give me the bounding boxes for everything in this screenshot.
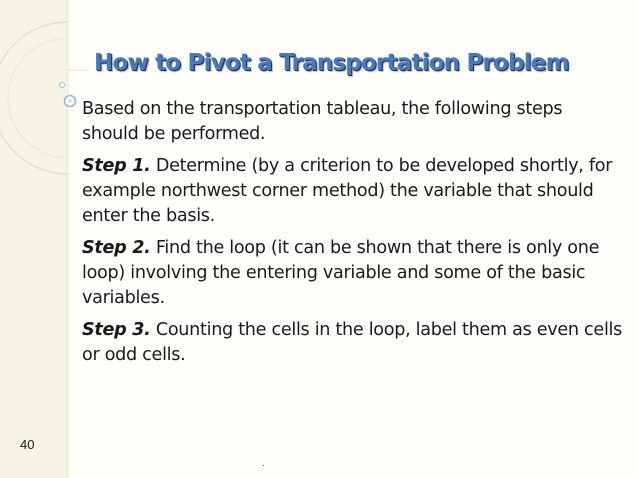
step-3-text: Counting the cells in the loop, label them as even cells or odd cells. <box>82 320 622 365</box>
step-1-text: Determine (by a criterion to be developed shortly, for example northwest corner method) the variable that should enter the basis. <box>82 156 613 226</box>
slide-body <box>82 97 622 375</box>
decor-bullet-dot <box>68 99 72 103</box>
step-2-paragraph <box>82 236 622 311</box>
step-1-paragraph <box>82 154 622 229</box>
intro-paragraph: Based on the transportation tableau, the following steps should be performed. <box>82 99 563 144</box>
slide-title: How to Pivot a Transportation Problem <box>94 50 569 76</box>
footer-mark: . <box>262 458 265 469</box>
left-decor-band <box>0 0 68 478</box>
step-2-label: Step 2. <box>82 238 151 258</box>
step-1-label: Step 1. <box>82 156 151 176</box>
slide-number: 40 <box>20 437 35 452</box>
step-2-text: Find the loop (it can be shown that there is only one loop) involving the entering variable and some of the basic variables. <box>82 238 600 308</box>
step-3-label: Step 3. <box>82 320 151 340</box>
step-3-paragraph <box>82 318 622 368</box>
